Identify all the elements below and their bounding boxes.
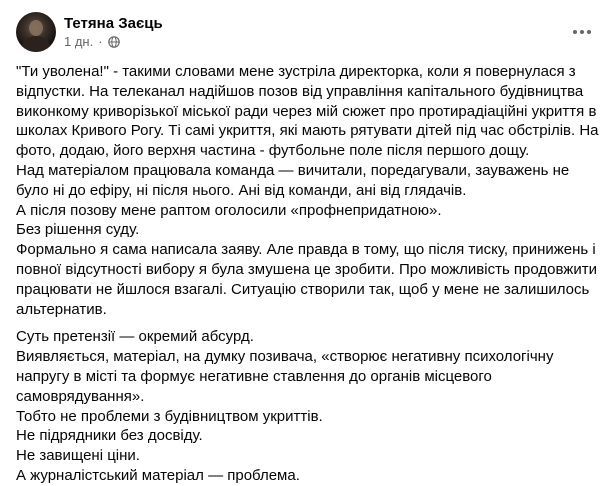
author-name[interactable]: Тетяна Заєць: [64, 15, 163, 32]
meta-separator: ·: [98, 34, 103, 49]
post-paragraph-4: Без рішення суду.: [16, 221, 140, 239]
post-paragraph-5: Формально я сама написала заяву. Але правда в тому, що після тиску, принижень і повної відсутності вибору я була змушена це зробити. Про можливість продовжити працювати не йшлося взагалі. Ситуацію створили так, щоб у мене не залишилось альтернатив.: [16, 241, 597, 318]
globe-icon[interactable]: [108, 36, 120, 48]
post-paragraph-3: А після позову мене раптом оголосили «профнепридатною».: [16, 201, 442, 219]
post-meta: [64, 34, 163, 50]
post-paragraph-8: Тобто не проблеми з будівництвом укриттів.: [16, 407, 323, 425]
post-paragraph-10: Не завищені ціни.: [16, 447, 140, 465]
post-paragraph-11: А журналістський матеріал — проблема.: [16, 466, 300, 484]
more-options-button[interactable]: [564, 14, 600, 50]
post-paragraph-1: "Ти уволена!" - такими словами мене зустріла директорка, коли я повернулася з відпустки. На телеканал надійшов позов від управління капітального будівництва виконкому криворізької міської ради через мій сюжет про протирадіаційні укриття в школах Кривого Рогу. Ті самі укриття, які мають рятувати дітей під час обстрілів. На фото, додаю, його верхня частина - футбольне поле після першого дощу.: [16, 63, 599, 160]
post-header: [16, 12, 163, 52]
post-body: [16, 62, 600, 486]
more-horizontal-icon: [573, 30, 591, 34]
avatar[interactable]: [16, 12, 56, 52]
post-header-text: [64, 12, 163, 52]
post-paragraph-6: Суть претензії — окремий абсурд.: [16, 328, 254, 346]
post-timestamp[interactable]: 1 дн.: [64, 34, 94, 49]
post-paragraph-2: Над матеріалом працювала команда — вичитали, поредагували, зауважень не було ні до ефіру, ні після нього. Ані від команди, ані від глядачів.: [16, 161, 570, 199]
post-paragraph-9: Не підрядники без досвіду.: [16, 427, 203, 445]
post-paragraph-7: Виявляється, матеріал, на думку позивача, «створює негативну психологічну напругу в місті та формує негативне ставлення до органів місцевого самоврядування».: [16, 348, 554, 405]
